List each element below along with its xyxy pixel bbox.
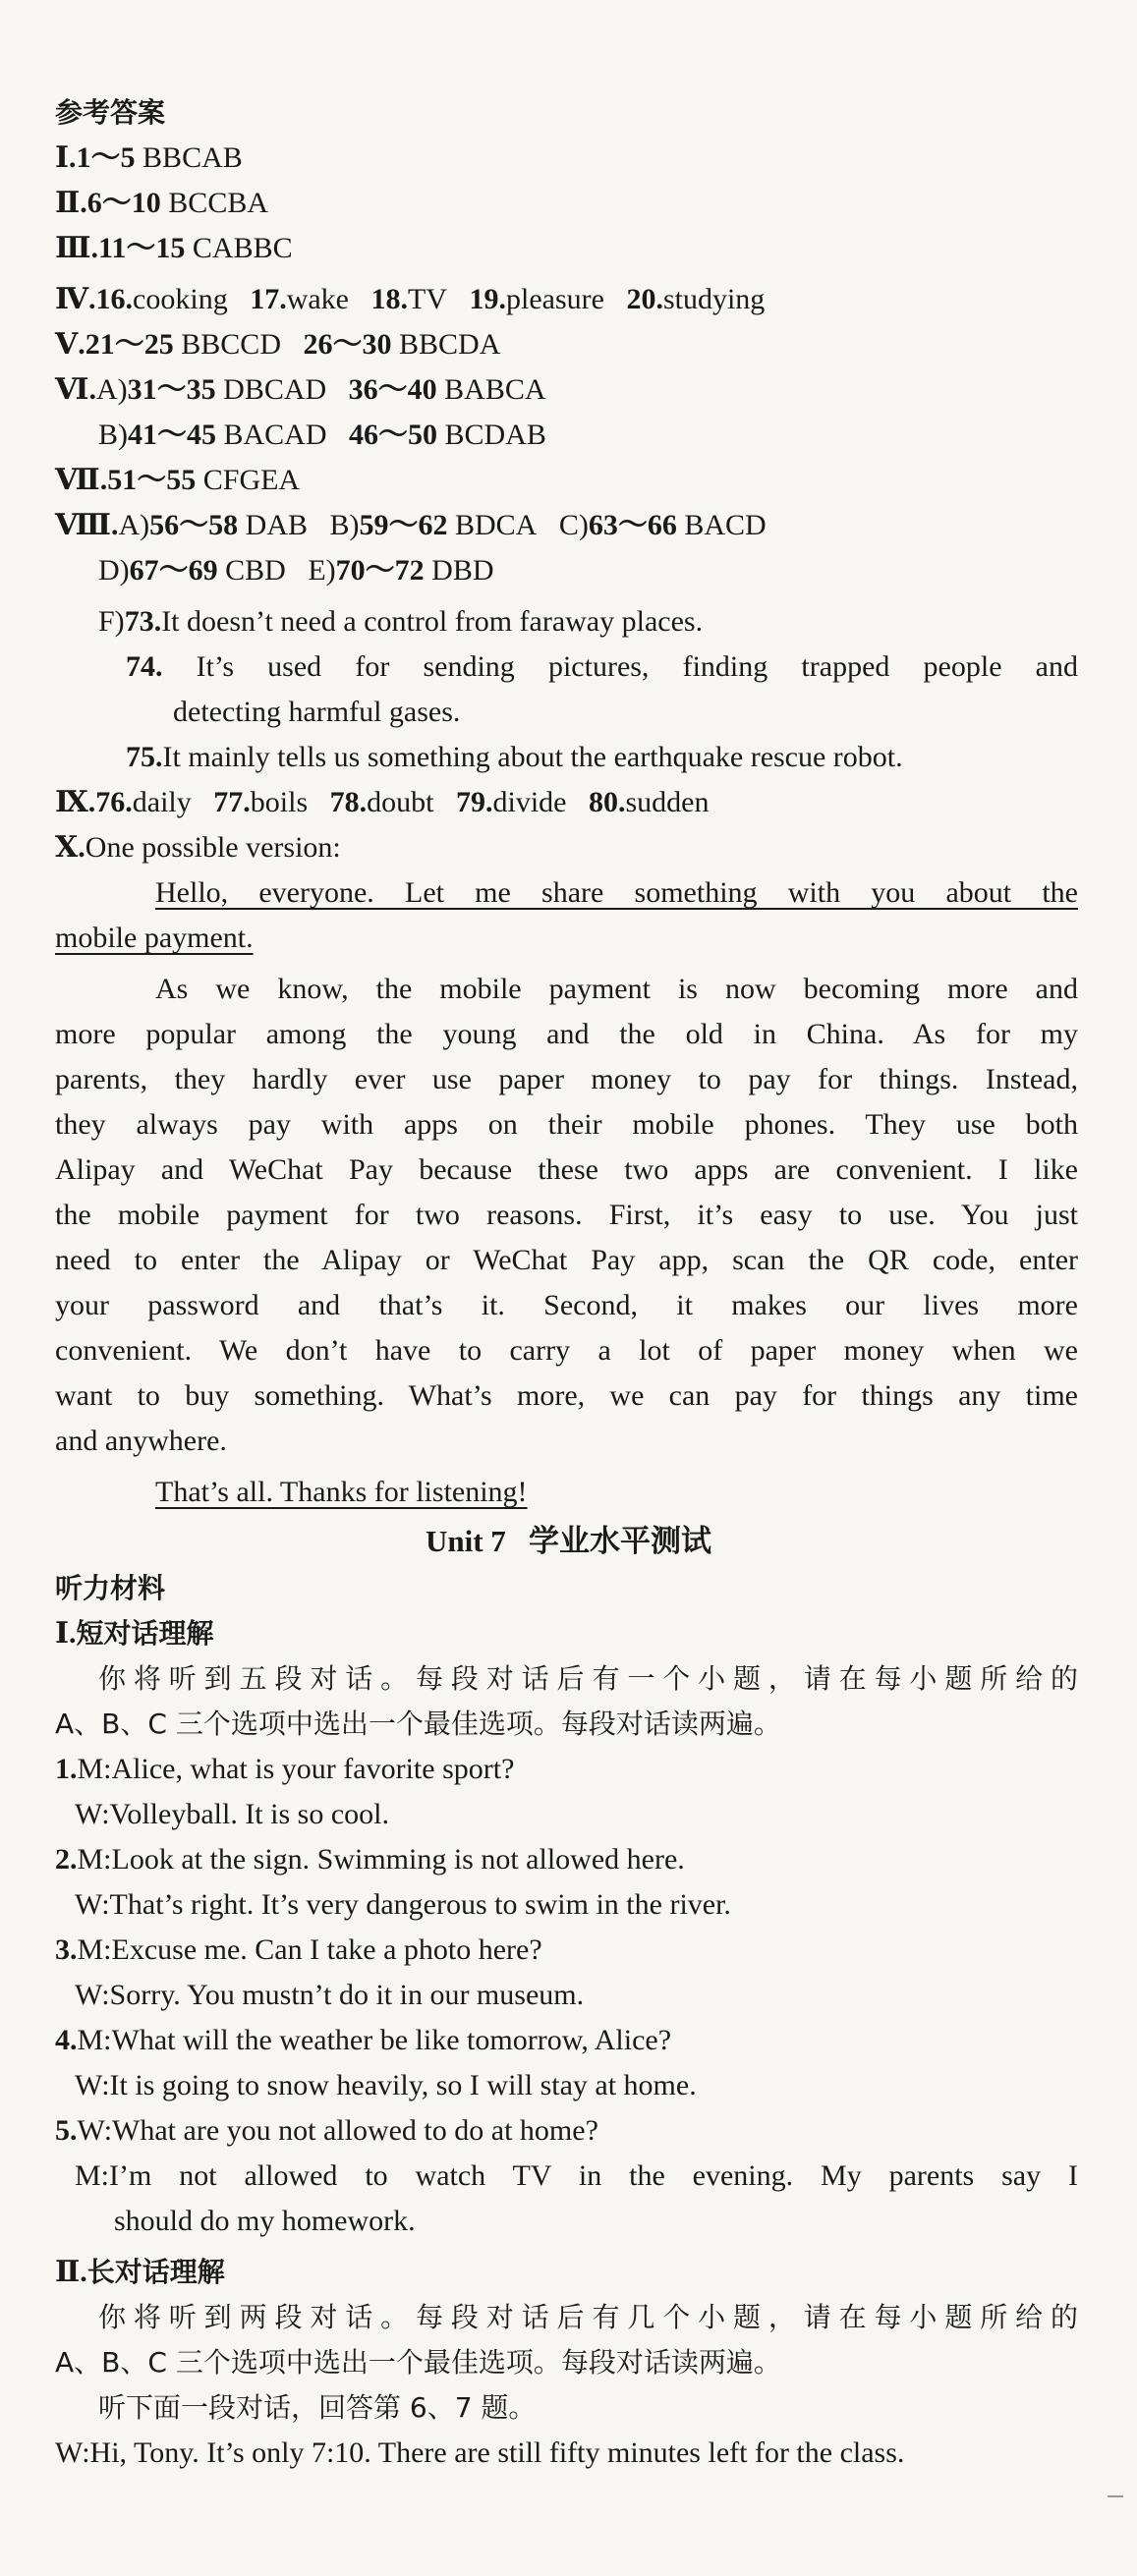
answer-row-6a: Ⅵ.A)31～35 DBCAD 36～40 BABCA — [55, 373, 546, 406]
essay-line-11: convenient. We don’t have to carry a lot of paper money when we — [55, 1334, 1078, 1367]
answer-row-8a: Ⅷ.A)56～58 DAB B)59～62 BDCA C)63～66 BACD — [55, 509, 767, 541]
essay-line-4: more popular among the young and the old in China. As for my — [55, 1018, 1078, 1050]
answer-row-5: Ⅴ.21～25 BBCCD 26～30 BBCDA — [55, 328, 501, 361]
section-2-heading: Ⅱ.长对话理解 — [55, 2256, 225, 2288]
answer-row-6b: B)41～45 BACAD 46～50 BCDAB — [98, 419, 546, 451]
answer-75: 75.It mainly tells us something about the earthquake rescue robot. — [126, 741, 903, 773]
unit-title: Unit 7 学业水平测试 — [425, 1524, 712, 1559]
essay-line-14: That’s all. Thanks for listening! — [155, 1476, 528, 1508]
section-2-instruction-3: 听下面一段对话，回答第 6、7 题。 — [98, 2391, 537, 2424]
answers-heading: 参考答案 — [55, 96, 166, 129]
listening-heading: 听力材料 — [55, 1572, 166, 1604]
dialogue-1-w: W:Volleyball. It is so cool. — [75, 1798, 389, 1830]
answer-row-2: Ⅱ.6～10 BCCBA — [55, 187, 269, 219]
section-1-heading: Ⅰ.短对话理解 — [55, 1617, 214, 1650]
section-1-instruction-1: 你将听到五段对话。每段对话后有一个小题，请在每小题所给的 — [98, 1662, 1078, 1695]
essay-line-1: Hello, everyone. Let me share something with you about the — [155, 876, 1078, 909]
essay-line-13: and anywhere. — [55, 1425, 227, 1457]
essay-line-6: they always pay with apps on their mobile phones. They use both — [55, 1108, 1078, 1141]
essay-line-8: the mobile payment for two reasons. First, it’s easy to use. You just — [55, 1199, 1078, 1231]
dialogue-5-m-line1: M:I’m not allowed to watch TV in the evening. My parents say I — [75, 2159, 1078, 2192]
dialogue-5-w: 5.W:What are you not allowed to do at home? — [55, 2114, 598, 2147]
answer-row-3: Ⅲ.11～15 CABBC — [55, 232, 293, 264]
answer-row-4: Ⅳ.16.cooking 17.wake 18.TV 19.pleasure 20.studying — [55, 283, 766, 315]
section-2-instruction-1: 你将听到两段对话。每段对话后有几个小题，请在每小题所给的 — [98, 2301, 1078, 2333]
dialogue-4-w: W:It is going to snow heavily, so I will stay at home. — [75, 2069, 697, 2101]
essay-line-10: your password and that’s it. Second, it makes our lives more — [55, 1289, 1078, 1321]
dialogue-4-m: 4.M:What will the weather be like tomorrow, Alice? — [55, 2024, 672, 2056]
dialogue-3-w: W:Sorry. You mustn’t do it in our museum. — [75, 1979, 585, 2011]
essay-line-9: need to enter the Alipay or WeChat Pay app, scan the QR code, enter — [55, 1244, 1078, 1276]
answer-row-9: Ⅸ.76.daily 77.boils 78.doubt 79.divide 80.sudden — [55, 786, 710, 818]
dialogue-2-m: 2.M:Look at the sign. Swimming is not allowed here. — [55, 1843, 685, 1876]
essay-line-2: mobile payment. — [55, 922, 254, 954]
answer-row-10: Ⅹ.One possible version: — [55, 831, 341, 864]
essay-line-12: want to buy something. What’s more, we can pay for things any time — [55, 1379, 1078, 1412]
dialogue-6-w: W:Hi, Tony. It’s only 7:10. There are still fifty minutes left for the class. — [55, 2436, 905, 2469]
answer-row-7: Ⅶ.51～55 CFGEA — [55, 464, 301, 496]
answer-row-1: Ⅰ.1～5 BBCAB — [55, 141, 243, 174]
essay-line-7: Alipay and WeChat Pay because these two apps are convenient. I like — [55, 1153, 1078, 1186]
page-edge-mark — [1108, 2495, 1123, 2497]
dialogue-2-w: W:That’s right. It’s very dangerous to swim in the river. — [75, 1888, 731, 1921]
answer-row-8b: D)67～69 CBD E)70～72 DBD — [98, 554, 494, 587]
section-2-instruction-2: A、B、C 三个选项中选出一个最佳选项。每段对话读两遍。 — [55, 2346, 781, 2379]
essay-line-3: As we know, the mobile payment is now becoming more and — [155, 973, 1078, 1005]
answer-74-line2: detecting harmful gases. — [173, 696, 461, 728]
essay-line-5: parents, they hardly ever use paper money to pay for things. Instead, — [55, 1063, 1078, 1095]
answer-74-line1: 74. It’s used for sending pictures, finding trapped people and — [126, 650, 1078, 683]
section-1-instruction-2: A、B、C 三个选项中选出一个最佳选项。每段对话读两遍。 — [55, 1708, 781, 1740]
dialogue-5-m-line2: should do my homework. — [114, 2205, 416, 2237]
answer-73: F)73.It doesn’t need a control from faraway places. — [98, 605, 704, 638]
dialogue-1-m: 1.M:Alice, what is your favorite sport? — [55, 1753, 515, 1785]
dialogue-3-m: 3.M:Excuse me. Can I take a photo here? — [55, 1933, 542, 1966]
